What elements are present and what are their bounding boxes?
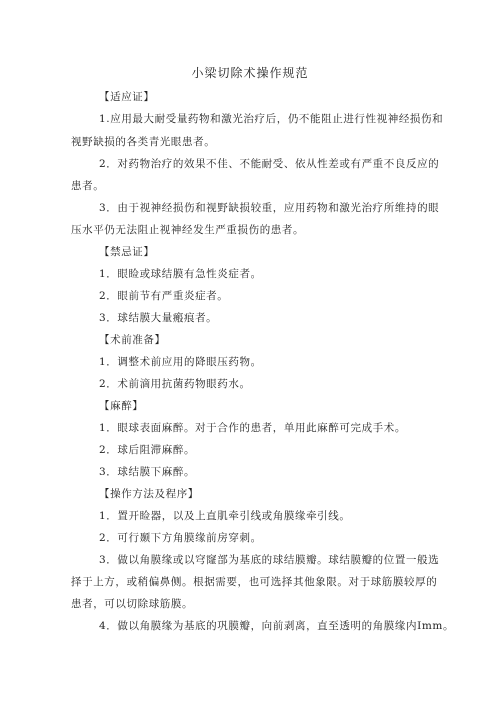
section-heading-anesthesia: 【麻醉】: [99, 400, 144, 412]
contraindication-2: 2．眼前节有严重炎症者。: [99, 290, 229, 302]
indication-1-line-2: 视野缺损的各类青光眼患者。: [71, 136, 216, 148]
preop-2: 2．术前滴用抗菌药物眼药水。: [99, 378, 251, 390]
procedure-3-line-2: 择于上方，或稍偏鼻侧。根据需要，也可选择其他象限。对于球筋膜较厚的: [71, 576, 438, 588]
procedure-1: 1．置开睑器，以及上直肌牵引线或角膜缘牵引线。: [99, 510, 351, 522]
procedure-2: 2．可行颞下方角膜缘前房穿刺。: [99, 532, 262, 544]
indication-2-line-2: 患者。: [71, 180, 105, 192]
indication-1-line-1: 1.应用最大耐受量药物和激光治疗后，仍不能阻止进行性视神经损伤和: [99, 113, 444, 125]
anesthesia-3: 3．球结膜下麻醉。: [99, 466, 196, 478]
contraindication-3: 3．球结膜大量瘢痕者。: [99, 312, 218, 324]
indication-2-line-1: 2．对药物治疗的效果不佳、不能耐受、依从性差或有严重不良反应的: [99, 158, 440, 170]
procedure-4-line-1: 4．做以角膜缘为基底的巩膜瓣，向前剥离，直至透明的角膜缘内Imm。: [99, 620, 455, 632]
indication-3-line-1: 3．由于视神经损伤和视野缺损较重，应用药物和激光治疗所维持的眼: [99, 202, 440, 214]
contraindication-1: 1．眼睑或球结膜有急性炎症者。: [99, 268, 262, 280]
section-heading-preop: 【术前准备】: [99, 334, 166, 346]
preop-1: 1．调整术前应用的降眼压药物。: [99, 356, 262, 368]
section-heading-indications: 【适应证】: [99, 91, 155, 103]
anesthesia-1: 1．眼球表面麻醉。对于合作的患者，单用此麻醉可完成手术。: [99, 422, 406, 434]
indication-3-line-2: 压水平仍无法阻止视神经发生严重损伤的患者。: [71, 224, 305, 236]
section-heading-contraindications: 【禁忌证】: [99, 246, 155, 258]
procedure-3-line-1: 3．做以角膜缘或以穹窿部为基底的球结膜瓣。球结膜瓣的位置一般选: [99, 554, 440, 566]
section-heading-procedure: 【操作方法及程序】: [99, 488, 199, 500]
procedure-3-line-3: 患者，可以切除球筋膜。: [71, 598, 194, 610]
document-title: 小梁切除术操作规范: [191, 66, 309, 80]
anesthesia-2: 2．球后阻滞麻醉。: [99, 444, 196, 456]
